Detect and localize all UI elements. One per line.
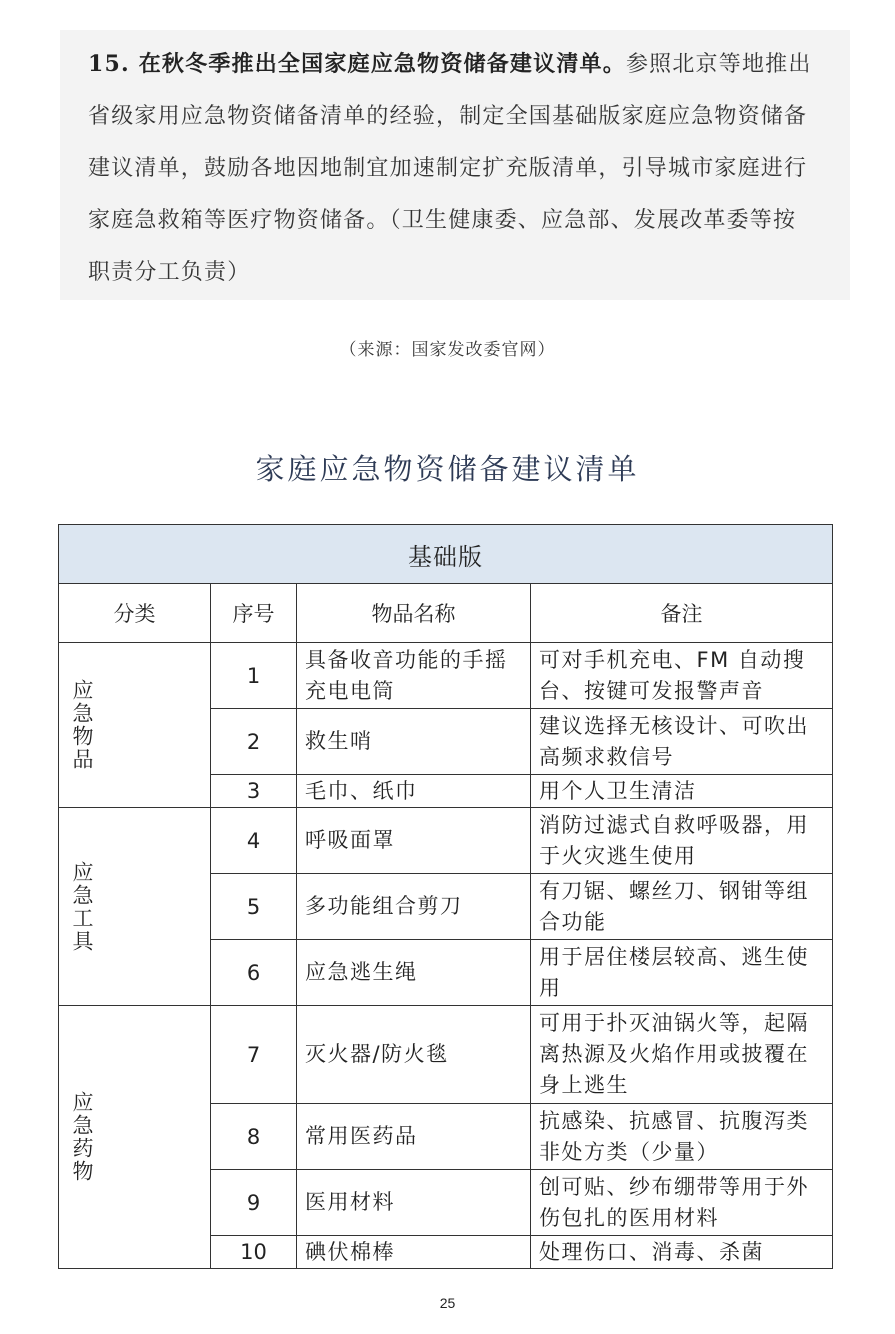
version-header: 基础版 (59, 525, 833, 584)
item-note: 消防过滤式自救呼吸器，用于火灾逃生使用 (531, 808, 833, 874)
col-header-category: 分类 (59, 584, 211, 643)
item-name: 多功能组合剪刀 (297, 874, 531, 940)
item-number: 8 (211, 1104, 297, 1170)
item-number: 6 (211, 940, 297, 1006)
paragraph-lead: 15. 在秋冬季推出全国家庭应急物资储备建议清单。 (88, 51, 626, 77)
item-name: 毛巾、纸巾 (297, 775, 531, 808)
version-row (59, 525, 833, 584)
category-label: 应急工具 (70, 860, 94, 953)
item-name: 常用医药品 (297, 1104, 531, 1170)
item-number: 5 (211, 874, 297, 940)
col-header-number: 序号 (211, 584, 297, 643)
item-note: 创可贴、纱布绷带等用于外伤包扎的医用材料 (531, 1170, 833, 1236)
item-name: 医用材料 (297, 1170, 531, 1236)
item-note: 抗感染、抗感冒、抗腹泻类非处方类（少量） (531, 1104, 833, 1170)
category-cell (59, 643, 211, 808)
item-number: 9 (211, 1170, 297, 1236)
item-note: 用于居住楼层较高、逃生使用 (531, 940, 833, 1006)
item-name: 救生哨 (297, 709, 531, 775)
category-cell (59, 1006, 211, 1269)
table-row (59, 643, 833, 709)
source-note: （来源：国家发改委官网） (339, 340, 556, 360)
item-name: 碘伏棉棒 (297, 1236, 531, 1269)
item-note: 处理伤口、消毒、杀菌 (531, 1236, 833, 1269)
paragraph-body: 参照北京等地推出省级家用应急物资储备清单的经验，制定全国基础版家庭应急物资储备建议清单，鼓励各地因地制宜加速制定扩充版清单，引导城市家庭进行家庭急救箱等医疗物资储备。（卫生健康委、应急部、发展改革委等按职责分工负责） (88, 52, 812, 285)
item-name: 具备收音功能的手摇充电电筒 (297, 643, 531, 709)
item-number: 3 (211, 775, 297, 808)
item-name: 灭火器/防火毯 (297, 1006, 531, 1104)
category-label: 应急药物 (70, 1091, 94, 1183)
item-note: 用个人卫生清洁 (531, 775, 833, 808)
item-name: 呼吸面罩 (297, 808, 531, 874)
table-row (59, 1006, 833, 1104)
item-number: 2 (211, 709, 297, 775)
item-number: 10 (211, 1236, 297, 1269)
item-number: 7 (211, 1006, 297, 1104)
item-note: 建议选择无核设计、可吹出高频求救信号 (531, 709, 833, 775)
category-cell (59, 808, 211, 1006)
col-header-remarks: 备注 (531, 584, 833, 643)
item-number: 4 (211, 808, 297, 874)
item-note: 可对手机充电、FM 自动搜台、按键可发报警声音 (531, 643, 833, 709)
item-name: 应急逃生绳 (297, 940, 531, 1006)
item-number: 1 (211, 643, 297, 709)
table-row (59, 808, 833, 874)
item-note: 有刀锯、螺丝刀、钢钳等组合功能 (531, 874, 833, 940)
document-title: 家庭应急物资储备建议清单 (255, 452, 640, 486)
category-label: 应急物品 (70, 679, 94, 771)
page-number: 25 (439, 1295, 456, 1311)
column-header-row (59, 584, 833, 643)
supplies-table (58, 524, 833, 1269)
col-header-item-name: 物品名称 (297, 584, 531, 643)
item-note: 可用于扑灭油锅火等，起隔离热源及火焰作用或披覆在身上逃生 (531, 1006, 833, 1104)
policy-paragraph (88, 38, 818, 299)
